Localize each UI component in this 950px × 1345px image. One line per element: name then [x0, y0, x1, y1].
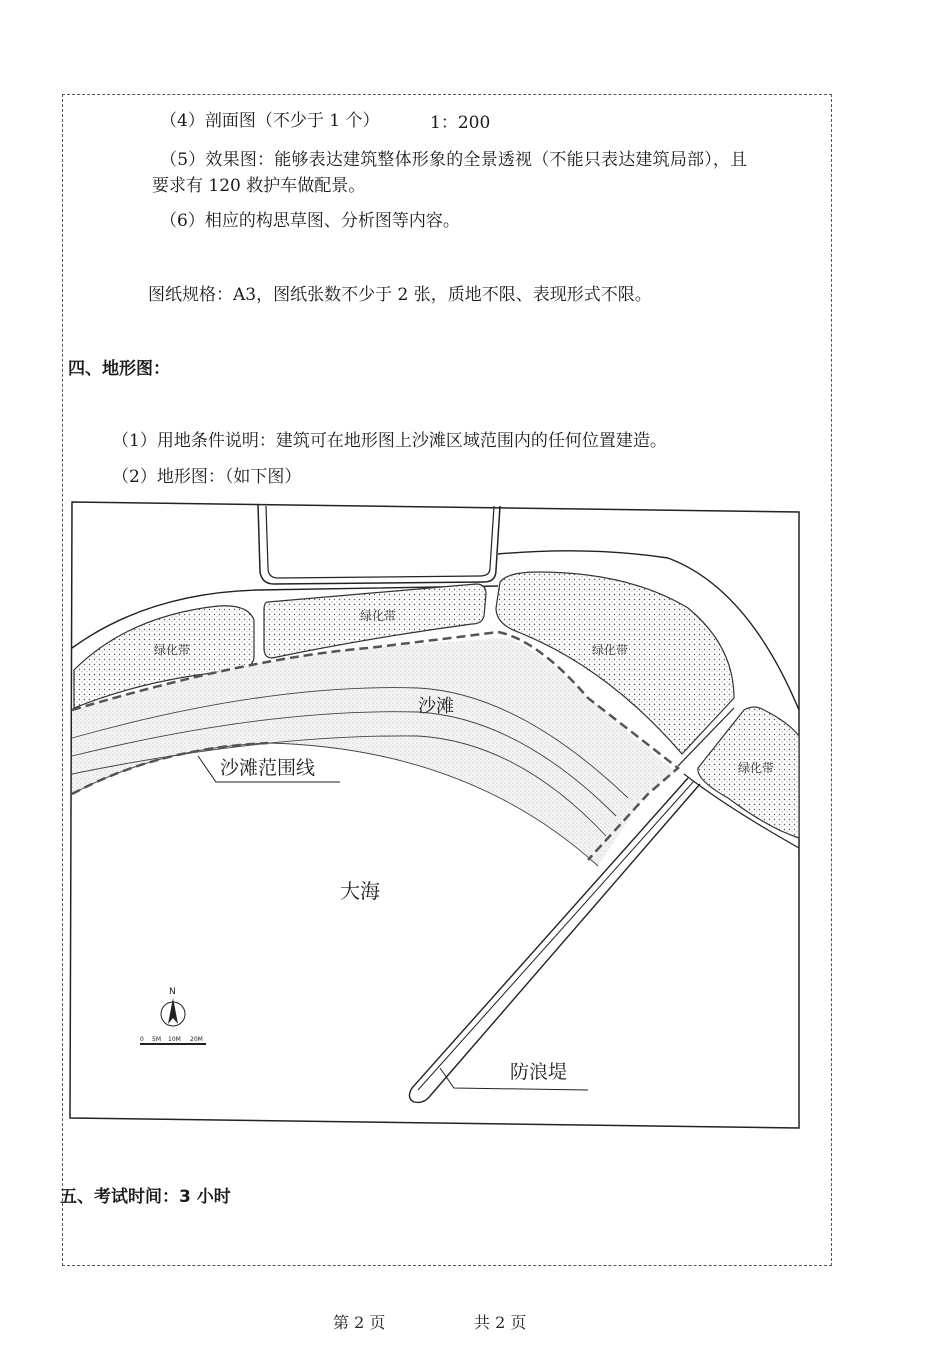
section-4-item-2: （2）地形图：（如下图）	[112, 467, 302, 487]
label-green-belt-1: 绿化带	[154, 643, 191, 657]
label-beach: 沙滩	[418, 696, 454, 717]
label-green-belt-3: 绿化带	[592, 643, 629, 657]
footer-total: 共 2 页	[474, 1313, 527, 1332]
item-4: （4）剖面图（不少于 1 个）	[160, 111, 380, 131]
label-green-belt-2: 绿化带	[360, 609, 397, 623]
paper-spec: 图纸规格：A3，图纸张数不少于 2 张，质地不限、表现形式不限。	[148, 285, 652, 305]
item-6: （6）相应的构思草图、分析图等内容。	[160, 211, 460, 231]
section-4-item-1: （1）用地条件说明：建筑可在地形图上沙滩区域范围内的任何位置建造。	[112, 431, 667, 451]
svg-text:5M: 5M	[152, 1036, 161, 1043]
item-4-scale: 1：200	[430, 113, 491, 133]
label-breakwater: 防浪堤	[510, 1061, 568, 1083]
item-5-line-2: 要求有 120 救护车做配景。	[152, 176, 366, 196]
label-beach-boundary: 沙滩范围线	[220, 757, 316, 779]
section-5-heading: 五、考试时间：3 小时	[60, 1187, 231, 1207]
label-green-belt-4: 绿化带	[738, 761, 775, 775]
svg-text:20M: 20M	[190, 1036, 203, 1043]
svg-text:10M: 10M	[168, 1036, 181, 1043]
svg-text:0: 0	[140, 1036, 144, 1043]
section-4-heading: 四、地形图：	[68, 359, 170, 379]
label-sea: 大海	[340, 879, 380, 903]
footer-page: 第 2 页	[333, 1313, 386, 1332]
site-map	[68, 498, 804, 1132]
item-5-line-1: （5）效果图：能够表达建筑整体形象的全景透视（不能只表达建筑局部），且	[160, 150, 748, 170]
svg-text:N: N	[169, 987, 176, 997]
